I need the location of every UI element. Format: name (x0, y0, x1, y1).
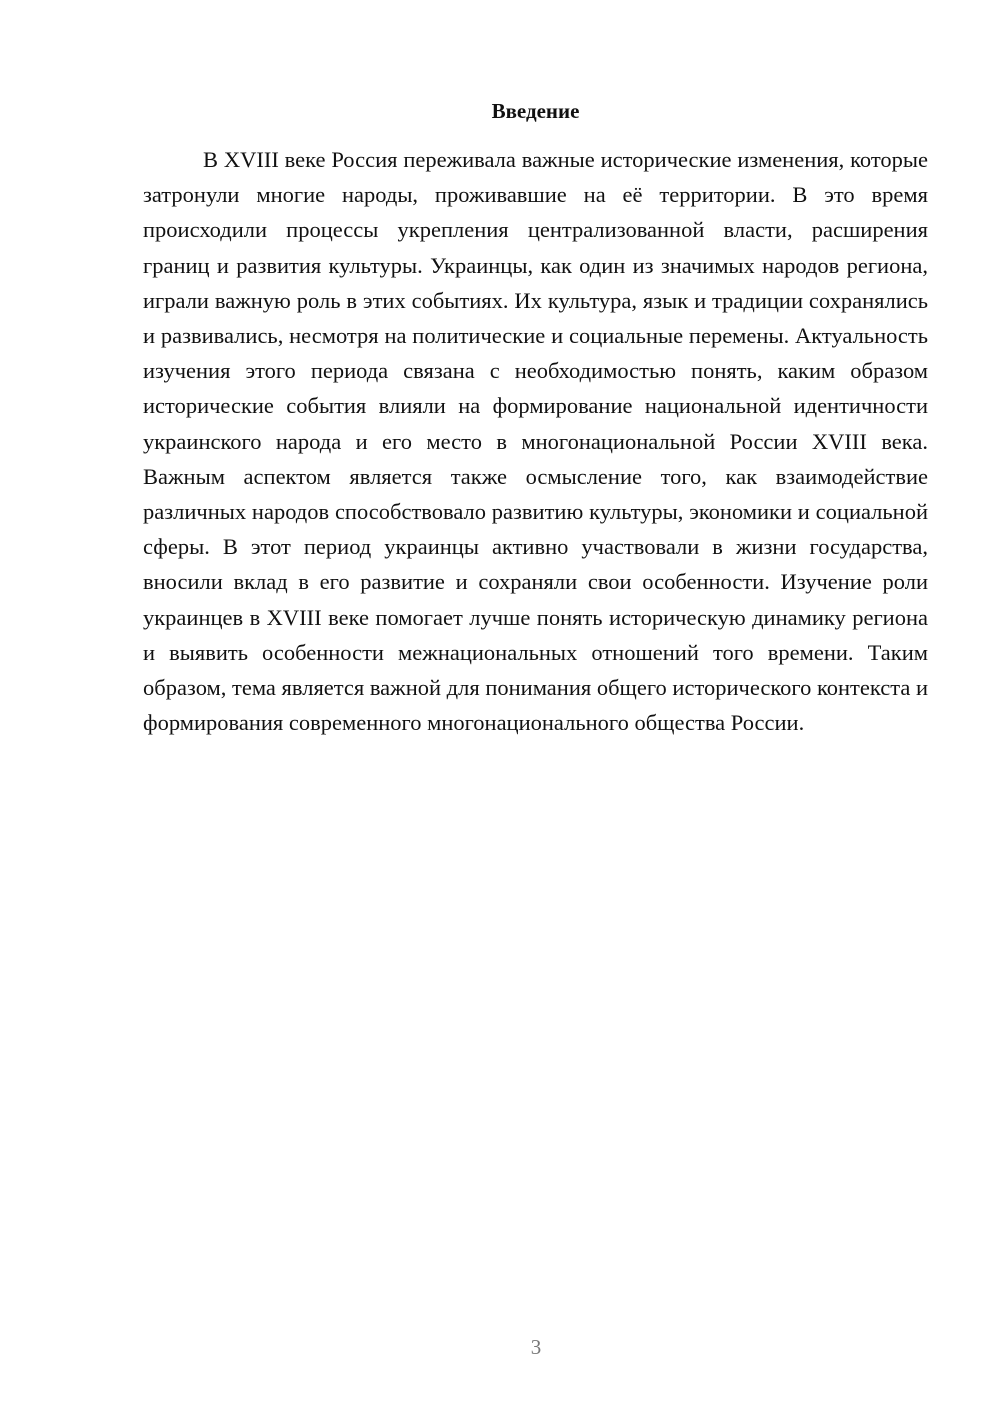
body-paragraph: В XVIII веке Россия переживала важные исторические изменения, которые затронули многие народы, проживавшие на её территории. В это время происходили процессы укрепления централизованной власти, расширения границ и развития культуры. Украинцы, как один из значимых народов региона, играли важную роль в этих событиях. Их культура, язык и традиции сохранялись и развивались, несмотря на политические и социальные перемены. Актуальность изучения этого периода связана с необходимостью понять, каким образом исторические события влияли на формирование национальной идентичности украинского народа и его место в многонациональной России XVIII века. Важным аспектом является также осмысление того, как взаимодействие различных народов способствовало развитию культуры, экономики и социальной сферы. В этот период украинцы активно участвовали в жизни государства, вносили вклад в его развитие и сохраняли свои особенности. Изучение роли украинцев в XVIII веке помогает лучше понять историческую динамику региона и выявить особенности межнациональных отношений того времени. Таким образом, тема является важной для понимания общего исторического контекста и формирования современного многонационального общества России. (143, 147, 928, 736)
page-number: 3 (530, 1335, 542, 1359)
section-heading: Введение (491, 99, 580, 123)
